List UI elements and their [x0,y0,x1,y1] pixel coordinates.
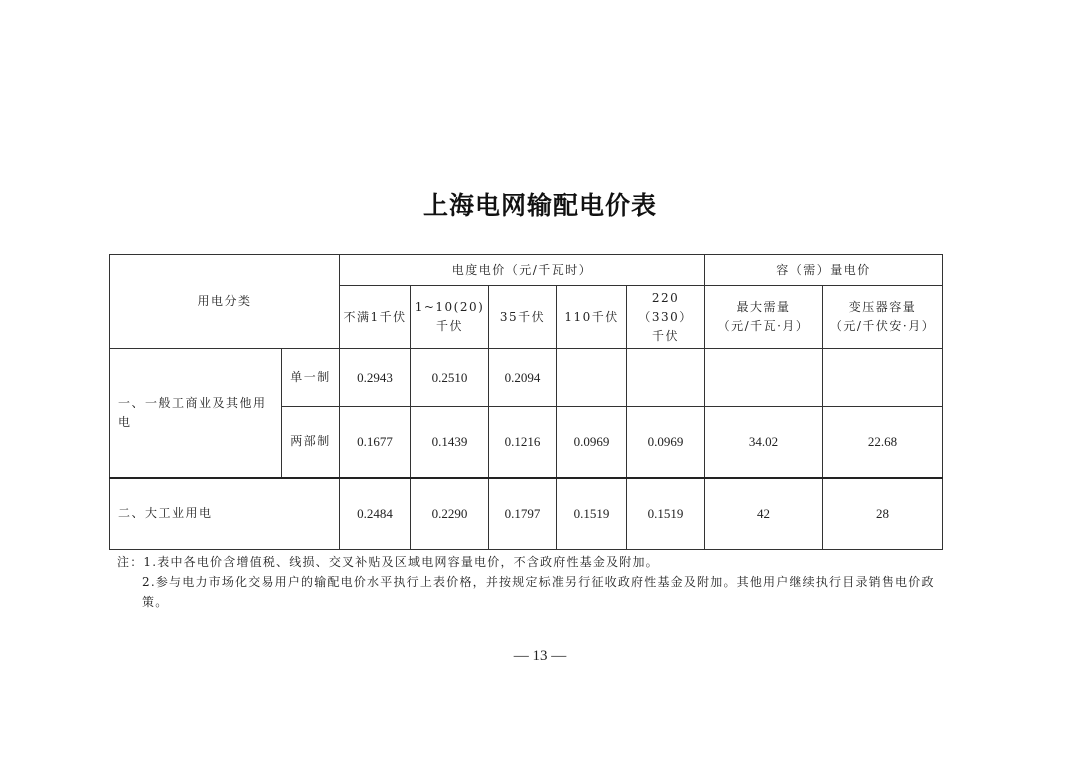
table-cell: 0.2290 [411,478,489,550]
note-line-1: 注：1.表中各电价含增值税、线损、交叉补贴及区域电网容量电价，不含政府性基金及附加。 [117,555,659,569]
table-cell: 0.0969 [557,407,627,478]
table-cell: 0.1797 [489,478,557,550]
table-cell: 0.1677 [340,407,411,478]
notes [117,552,957,612]
table-cell: 28 [823,478,943,550]
header-capacity-price: 容（需）量电价 [705,255,943,286]
col-header-transformer-line1: 变压器容量 [848,300,917,314]
row-sub-two-part: 两部制 [282,407,340,478]
table-cell: 0.1439 [411,407,489,478]
col-header-under-1kv: 不满1千伏 [340,286,411,349]
note-line-3: 策。 [142,595,169,609]
col-header-1-10kv [411,286,489,349]
row-sub-single: 单一制 [282,349,340,407]
col-header-1-10kv-line1: 1~10(20) [414,300,485,314]
table-cell: 0.1519 [557,478,627,550]
header-energy-price: 电度电价（元/千瓦时） [340,255,705,286]
col-header-220kv [627,286,705,349]
col-header-35kv: 35千伏 [489,286,557,349]
table-cell: 0.1519 [627,478,705,550]
row-category-large-industry: 二、大工业用电 [110,478,340,550]
table-cell: 22.68 [823,407,943,478]
page-title: 上海电网输配电价表 [422,191,657,220]
col-header-1-10kv-line2: 千伏 [436,319,464,333]
table-cell: 0.2094 [489,349,557,407]
col-header-220kv-line1: 220（330） [638,290,693,324]
table-cell [823,349,943,407]
page-number: — 13 — [513,648,567,664]
table-cell: 34.02 [705,407,823,478]
table-cell: 0.2943 [340,349,411,407]
header-category: 用电分类 [110,255,340,349]
table-row [110,349,943,407]
col-header-transformer [823,286,943,349]
col-header-110kv: 110千伏 [557,286,627,349]
row-category-general: 一、一般工商业及其他用电 [110,349,282,478]
table-cell: 0.2510 [411,349,489,407]
col-header-220kv-line2: 千伏 [652,328,680,343]
table-cell [705,349,823,407]
col-header-transformer-line2: （元/千伏安·月） [829,319,936,333]
table-cell: 0.2484 [340,478,411,550]
col-header-max-demand [705,286,823,349]
note-line-2: 2.参与电力市场化交易用户的输配电价水平执行上表价格，并按规定标准另行征收政府性基金及附加。其他用户继续执行目录销售电价政 [142,575,935,589]
table-cell: 0.1216 [489,407,557,478]
col-header-max-demand-line2: （元/千瓦·月） [717,319,810,333]
col-header-max-demand-line1: 最大需量 [736,300,791,314]
price-table [109,254,943,550]
table-cell [557,349,627,407]
table-cell [627,349,705,407]
table-cell: 0.0969 [627,407,705,478]
table-row [110,478,943,550]
table-cell: 42 [705,478,823,550]
